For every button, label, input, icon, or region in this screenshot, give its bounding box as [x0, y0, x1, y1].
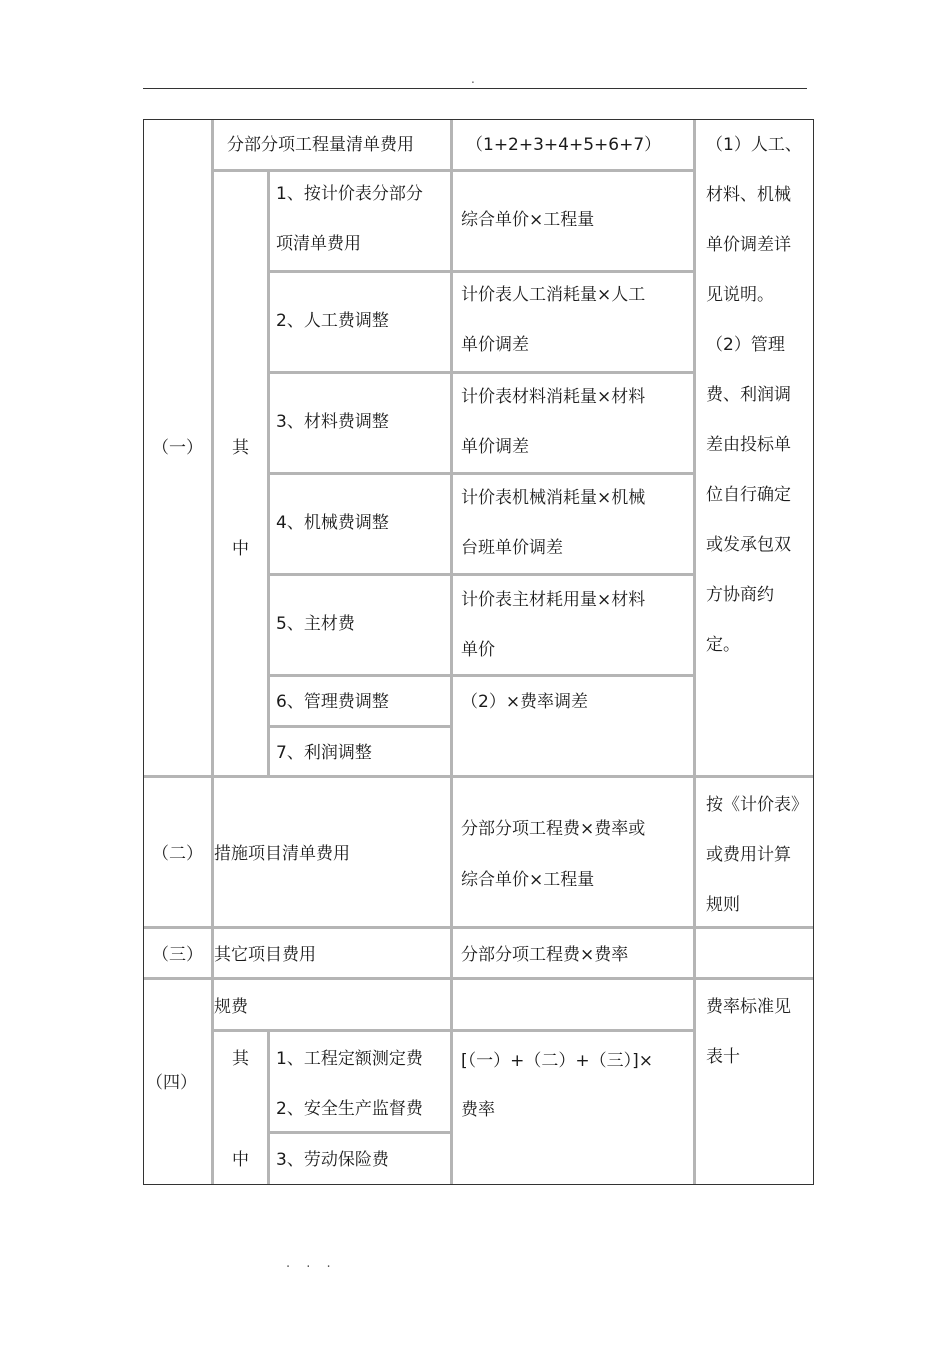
item-formula: 计价表人工消耗量×人工 — [461, 285, 646, 305]
item-formula: 单价调差 — [461, 335, 529, 355]
section-title: 规费 — [214, 997, 248, 1017]
grid-line — [450, 120, 453, 1184]
section-formula: 分部分项工程费×费率 — [461, 945, 629, 965]
item-label: 4、机械费调整 — [276, 513, 389, 533]
note-line: 定。 — [706, 635, 740, 655]
item-formula: 台班单价调差 — [461, 538, 563, 558]
item-formula: 单价调差 — [461, 437, 529, 457]
section-title: 分部分项工程量清单费用 — [227, 135, 414, 155]
grid-line — [211, 1029, 693, 1032]
section-formula: 费率 — [461, 1100, 495, 1120]
note-line: 费、利润调 — [706, 385, 791, 405]
section-number: （二） — [152, 844, 203, 864]
section-number: （一） — [152, 438, 203, 458]
note-line: 或费用计算 — [706, 845, 791, 865]
note-line: 费率标准见 — [706, 997, 791, 1017]
zhong-label: 中 — [232, 539, 249, 559]
note-line: 规则 — [706, 895, 740, 915]
item-formula: 计价表材料消耗量×材料 — [461, 387, 646, 407]
header-mark: . — [471, 72, 475, 86]
item-label: 1、工程定额测定费 — [276, 1049, 423, 1069]
note-line: 按《计价表》 — [706, 795, 808, 815]
footer-mark: . . . — [286, 1256, 337, 1271]
section-formula: 综合单价×工程量 — [461, 870, 595, 890]
section-formula: （1+2+3+4+5+6+7） — [466, 135, 662, 155]
note-line: 表十 — [706, 1047, 740, 1067]
section-formula: [（一）+（二）+（三）]× — [461, 1051, 653, 1071]
item-label: 2、安全生产监督费 — [276, 1099, 423, 1119]
note-line: 见说明。 — [706, 285, 774, 305]
item-label: 3、材料费调整 — [276, 412, 389, 432]
item-label: 1、按计价表分部分 — [276, 184, 423, 204]
item-label: 3、劳动保险费 — [276, 1150, 389, 1170]
note-line: 单价调差详 — [706, 235, 791, 255]
item-label: 项清单费用 — [276, 234, 361, 254]
qi-label: 其 — [232, 1049, 249, 1069]
cost-table — [143, 119, 814, 1185]
grid-line — [267, 1031, 270, 1184]
section-number: （四） — [146, 1073, 197, 1093]
item-label: 7、利润调整 — [276, 743, 372, 763]
qi-label: 其 — [232, 438, 249, 458]
note-line: 或发承包双 — [706, 535, 791, 555]
header-rule — [143, 88, 807, 89]
section-formula: 分部分项工程费×费率或 — [461, 819, 646, 839]
section-title: 其它项目费用 — [214, 945, 316, 965]
item-formula: （2）×费率调差 — [461, 692, 589, 712]
note-line: 材料、机械 — [706, 185, 791, 205]
grid-line — [144, 775, 813, 778]
item-formula: 计价表主材耗用量×材料 — [461, 590, 646, 610]
section-number: （三） — [152, 945, 203, 965]
item-formula: 综合单价×工程量 — [461, 210, 595, 230]
section-title: 措施项目清单费用 — [214, 844, 350, 864]
note-line: 方协商约 — [706, 585, 774, 605]
item-label: 6、管理费调整 — [276, 692, 389, 712]
note-line: 差由投标单 — [706, 435, 791, 455]
item-formula: 计价表机械消耗量×机械 — [461, 488, 646, 508]
zhong-label: 中 — [232, 1150, 249, 1170]
item-label: 2、人工费调整 — [276, 311, 389, 331]
item-formula: 单价 — [461, 640, 495, 660]
section-note — [706, 120, 806, 670]
grid-line — [693, 120, 696, 1184]
note-line: （1）人工、 — [706, 135, 802, 155]
item-label: 5、主材费 — [276, 614, 355, 634]
note-line: （2）管理 — [706, 335, 785, 355]
note-line: 位自行确定 — [706, 485, 791, 505]
